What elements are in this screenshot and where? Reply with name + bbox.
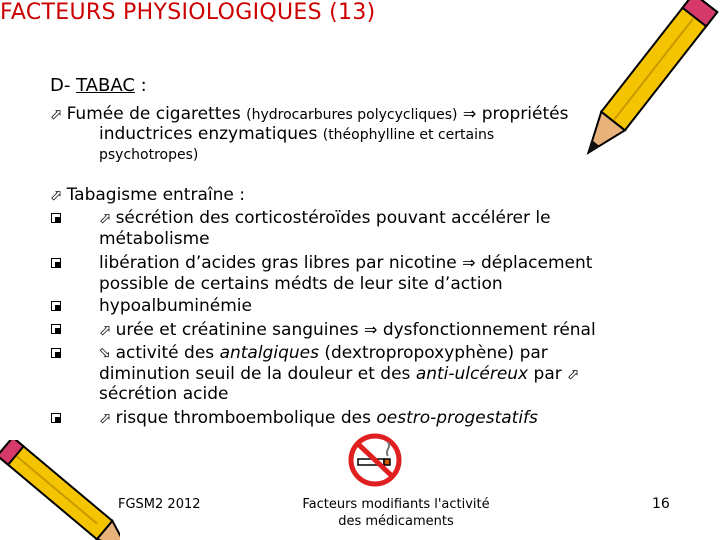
text: anti-ulcéreux — [415, 364, 529, 384]
list-item-cont — [99, 364, 584, 384]
text: (hydrocarbures polycycliques) — [246, 107, 458, 123]
arrow-down-icon: ⇨ — [94, 342, 117, 364]
list-item-cont: sécrétion acide — [99, 384, 229, 404]
paragraph-smoke — [45, 103, 569, 125]
footer-center — [276, 496, 516, 530]
paragraph-smoke-line3: psychotropes) — [99, 147, 199, 163]
text: (dextropropoxyphène) par — [318, 343, 548, 363]
pencil-icon — [560, 0, 720, 170]
list-item-cont: métabolisme — [99, 229, 210, 249]
arrow-right-outline-icon: ⇨ — [45, 184, 68, 206]
text: Fumée de cigarettes — [66, 104, 247, 124]
pencil-icon — [0, 440, 120, 540]
paragraph-smoke-line2 — [99, 124, 494, 145]
text: libération d’acides gras libres par nicotine — [99, 253, 463, 273]
footer-center-line1: Facteurs modifiants l'activité — [302, 497, 490, 512]
list-item — [99, 253, 592, 273]
section-name: TABAC — [76, 75, 135, 96]
list-item — [94, 207, 551, 229]
paragraph-smoking-lead — [45, 184, 245, 206]
bullet-icon — [51, 301, 61, 311]
arrow-up-icon: ⇨ — [94, 207, 117, 229]
slide-title: FACTEURS PHYSIOLOGIQUES (13) — [0, 0, 376, 25]
text: Tabagisme entraîne : — [66, 185, 245, 205]
implies-icon: ⇒ — [462, 104, 477, 123]
section-colon: : — [134, 75, 147, 96]
footer-left: FGSM2 2012 — [118, 497, 201, 512]
arrow-right-outline-icon: ⇨ — [45, 103, 68, 125]
footer-center-line2: des médicaments — [338, 514, 454, 529]
text: (théophylline et certains — [322, 127, 495, 143]
list-item-cont: possible de certains médts de leur site d’action — [99, 274, 503, 294]
arrow-up-icon: ⇨ — [94, 407, 117, 429]
text: sécrétion des corticostéroïdes pouvant accélérer le — [115, 208, 551, 228]
text: déplacement — [475, 253, 593, 273]
text: oestro-progestatifs — [376, 408, 538, 428]
text: dysfonctionnement rénal — [377, 320, 596, 340]
list-item: hypoalbuminémie — [99, 296, 252, 316]
bullet-icon — [51, 258, 61, 268]
section-letter: D- — [50, 75, 77, 96]
no-smoking-icon — [344, 432, 406, 488]
text: antalgiques — [219, 343, 319, 363]
bullet-icon — [51, 348, 61, 358]
list-item — [94, 319, 596, 341]
text: par — [528, 364, 562, 384]
text: risque thromboembolique des — [115, 408, 377, 428]
text: urée et créatinine sanguines — [115, 320, 365, 340]
bullet-icon — [51, 324, 61, 334]
page-number: 16 — [652, 496, 670, 512]
list-item — [94, 407, 538, 429]
text: inductrices enzymatiques — [99, 124, 323, 144]
text: propriétés — [481, 104, 569, 124]
arrow-up-icon: ⇨ — [562, 363, 585, 385]
text: activité des — [115, 343, 220, 363]
implies-icon: ⇒ — [364, 320, 378, 339]
list-item — [94, 342, 548, 364]
text: diminution seuil de la douleur et des — [99, 364, 416, 384]
bullet-icon — [51, 413, 61, 423]
implies-icon: ⇒ — [462, 253, 476, 272]
bullet-icon — [51, 213, 61, 223]
section-heading — [50, 76, 147, 96]
arrow-up-icon: ⇨ — [94, 319, 117, 341]
